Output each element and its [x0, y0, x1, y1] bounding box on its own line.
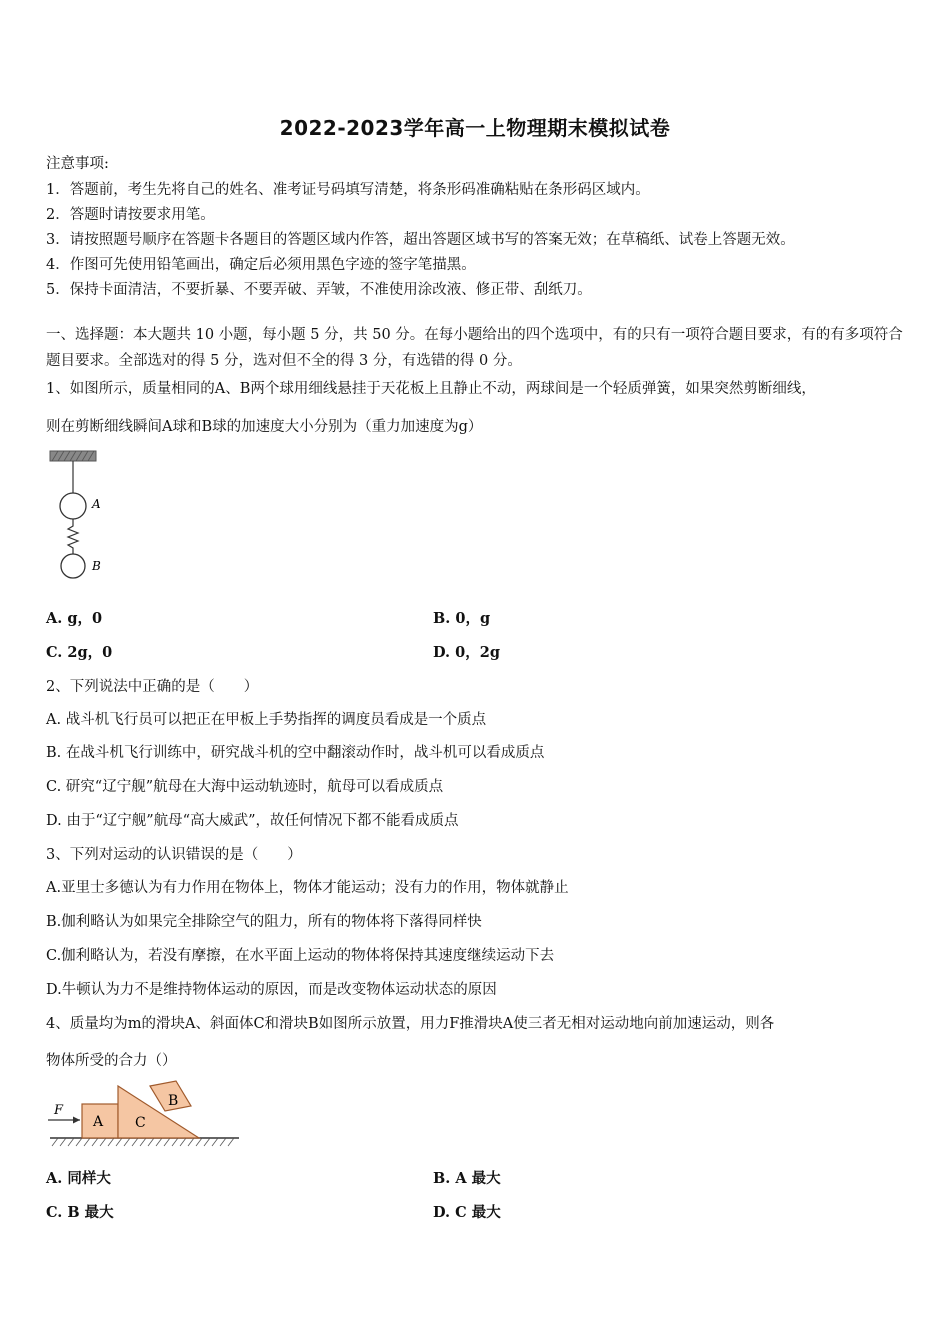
q3-option-a[interactable]: A.亚里士多德认为有力作用在物体上，物体才能运动；没有力的作用，物体就静止	[46, 880, 569, 896]
q2-option-d[interactable]: D. 由于“辽宁舰”航母“高大威武”，故任何情况下都不能看成质点	[46, 813, 459, 829]
q1-stem-line2: 则在剪断细线瞬间A球和B球的加速度大小分别为（重力加速度为g）	[46, 419, 483, 435]
notice-item-4: 4．作图可先使用铅笔画出，确定后必须用黑色字迹的签字笔描黑。	[46, 257, 476, 273]
q4-stem-line1: 4、质量均为m的滑块A、斜面体C和滑块B如图所示放置，用力F推滑块A使三者无相对运动地向前加速运动，则各	[46, 1016, 775, 1032]
q1-label-b: B	[92, 559, 101, 573]
q1-stem-line1: 1、如图所示，质量相同的A、B两个球用细线悬挂于天花板上且静止不动，两球间是一个轻质弹簧，如果突然剪断细线，	[46, 381, 816, 397]
notice-item-1: 1．答题前，考生先将自己的姓名、准考证号码填写清楚，将条形码准确粘贴在条形码区域内。	[46, 182, 650, 198]
q3-option-c[interactable]: C.伽利略认为，若没有摩擦，在水平面上运动的物体将保持其速度继续运动下去	[46, 948, 555, 964]
q1-option-d[interactable]: D. 0，2g	[433, 644, 500, 661]
notice-item-3: 3．请按照题号顺序在答题卡各题目的答题区域内作答，超出答题区域书写的答案无效；在草稿纸、试卷上答题无效。	[46, 232, 795, 248]
q2-stem: 2、下列说法中正确的是（ ）	[46, 679, 259, 695]
q2-option-b[interactable]: B. 在战斗机飞行训练中，研究战斗机的空中翻滚动作时，战斗机可以看成质点	[46, 745, 545, 761]
q4-blocks-figure	[44, 1080, 244, 1150]
q3-stem: 3、下列对运动的认识错误的是（ ）	[46, 847, 302, 863]
q4-option-b[interactable]: B. A 最大	[433, 1170, 501, 1187]
q4-label-c: C	[135, 1115, 146, 1131]
notice-item-2: 2．答题时请按要求用笔。	[46, 207, 215, 223]
notice-heading: 注意事项:	[46, 156, 109, 172]
q1-option-b[interactable]: B. 0，g	[433, 610, 491, 627]
q1-label-a: A	[92, 497, 101, 511]
q3-option-d[interactable]: D.牛顿认为力不是维持物体运动的原因，而是改变物体运动状态的原因	[46, 982, 497, 998]
q4-label-b: B	[168, 1093, 179, 1109]
q4-option-a[interactable]: A. 同样大	[46, 1170, 111, 1187]
q1-option-c[interactable]: C. 2g，0	[46, 644, 113, 661]
q2-option-c[interactable]: C. 研究“辽宁舰”航母在大海中运动轨迹时，航母可以看成质点	[46, 779, 444, 795]
q3-option-b[interactable]: B.伽利略认为如果完全排除空气的阻力，所有的物体将下落得同样快	[46, 914, 482, 930]
page-title: 2022-2023学年高一上物理期末模拟试卷	[279, 116, 671, 140]
q4-option-d[interactable]: D. C 最大	[433, 1204, 501, 1221]
q4-option-c[interactable]: C. B 最大	[46, 1204, 114, 1221]
section-heading: 一、选择题：本大题共 10 小题，每小题 5 分，共 50 分。在每小题给出的四个选项中，有的只有一项符合题目要求，有的有多项符合题目要求。全部选对的得 5 分，选对但不全的得 3 分，有选错的得 0 分。	[46, 327, 903, 369]
q4-label-f: F	[54, 1103, 64, 1118]
q2-option-a[interactable]: A. 战斗机飞行员可以把正在甲板上手势指挥的调度员看成是一个质点	[46, 712, 487, 728]
q4-stem-line2: 物体所受的合力（）	[46, 1053, 177, 1069]
q1-spring-figure	[44, 448, 114, 588]
q1-option-a[interactable]: A. g，0	[46, 610, 103, 627]
q4-label-a: A	[93, 1114, 104, 1130]
notice-item-5: 5．保持卡面清洁，不要折暴、不要弄破、弄皱，不准使用涂改液、修正带、刮纸刀。	[46, 282, 592, 298]
